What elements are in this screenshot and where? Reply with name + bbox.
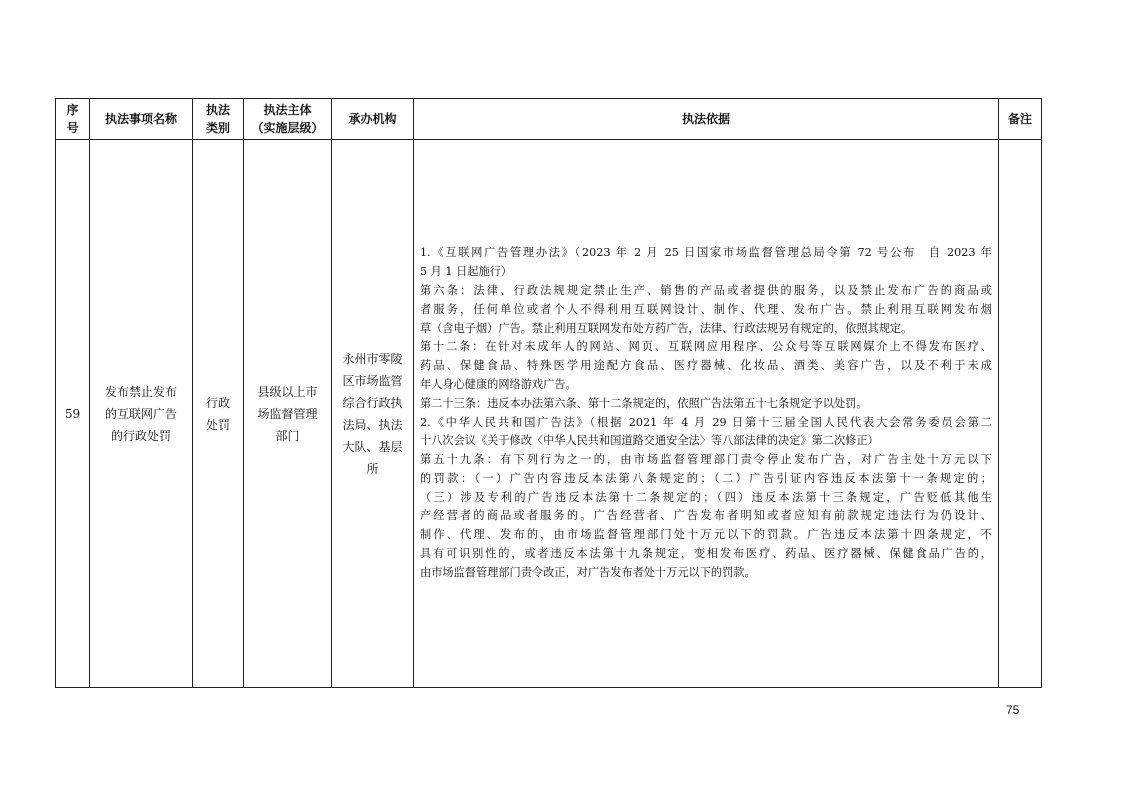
enforcement-table bbox=[55, 98, 1042, 688]
row-subject-line: 场监督管理 bbox=[257, 406, 318, 421]
cell-remark bbox=[999, 140, 1042, 688]
header-name bbox=[90, 99, 193, 140]
header-seq-line-2: 号 bbox=[66, 121, 79, 135]
row-name-line: 发布禁止发布 bbox=[104, 384, 177, 399]
row-agency-line: 综合行政执 bbox=[342, 395, 403, 410]
basis-line: 具有可识别性的，或者违反本法第十九条规定，变相发布医疗、药品、医疗器械、保健食品广告的， bbox=[420, 547, 992, 561]
cell-seq bbox=[56, 140, 90, 688]
row-subject-line: 县级以上市 bbox=[257, 384, 318, 399]
cell-subject bbox=[244, 140, 332, 688]
row-seq-value: 59 bbox=[64, 406, 81, 421]
page-number: 75 bbox=[1006, 703, 1020, 717]
header-agency-label: 承办机构 bbox=[348, 112, 397, 126]
basis-line: （三）涉及专利的广告违反本法第十二条规定的；（四）违反本法第十三条规定，广告贬低其他生 bbox=[420, 490, 992, 504]
basis-line: 5 月 1 日起施行） bbox=[420, 265, 513, 279]
basis-line: 由市场监督管理部门责令改正，对广告发布者处十万元以下的罚款。 bbox=[420, 565, 756, 579]
row-category-line: 行政 bbox=[205, 395, 230, 410]
row-subject-line: 部门 bbox=[275, 428, 300, 443]
header-category bbox=[193, 99, 244, 140]
basis-line: 第二十三条：违反本办法第六条、第十二条规定的，依照广告法第五十七条规定予以处罚。 bbox=[420, 396, 868, 410]
header-seq bbox=[56, 99, 90, 140]
basis-line: 1.《互联网广告管理办法》（2023 年 2 月 25 日国家市场监督管理总局令第 72 号公布 自 2023 年 bbox=[420, 246, 992, 260]
basis-line: 2.《中华人民共和国广告法》（根据 2021 年 4 月 29 日第十三届全国人民代表大会常务委员会第二 bbox=[420, 415, 992, 429]
cell-basis bbox=[414, 140, 999, 688]
header-seq-line-1: 序 bbox=[66, 103, 79, 117]
row-agency-line: 永州市零陵 bbox=[342, 351, 403, 366]
row-category-line: 处罚 bbox=[205, 417, 230, 432]
basis-text bbox=[420, 244, 992, 582]
row-agency-line: 所 bbox=[366, 461, 379, 476]
row-name-line: 的互联网广告 bbox=[104, 406, 177, 421]
row-agency-line: 大队、基层 bbox=[342, 439, 403, 454]
cell-name bbox=[90, 140, 193, 688]
header-basis-label: 执法依据 bbox=[681, 112, 730, 126]
cell-category bbox=[193, 140, 244, 688]
basis-line: 的罚款：（一）广告内容违反本法第八条规定的；（二）广告引证内容违反本法第十一条规定的； bbox=[420, 471, 992, 485]
basis-line: 第五十九条：有下列行为之一的，由市场监督管理部门责令停止发布广告，对广告主处十万元以下 bbox=[420, 453, 992, 467]
row-name-line: 的行政处罚 bbox=[110, 428, 171, 443]
header-agency bbox=[332, 99, 414, 140]
basis-line: 年人身心健康的网络游戏广告。 bbox=[420, 377, 577, 391]
header-category-line-1: 执法 bbox=[205, 103, 230, 117]
header-remark-label: 备注 bbox=[1007, 112, 1032, 126]
header-basis bbox=[414, 99, 999, 140]
basis-line: 药品、保健食品、特殊医学用途配方食品、医疗器械、化妆品、酒类、美容广告，以及不利于未成 bbox=[420, 359, 992, 373]
basis-line: 第六条：法律、行政法规规定禁止生产、销售的产品或者提供的服务，以及禁止发布广告的商品或 bbox=[420, 283, 992, 297]
header-row bbox=[56, 99, 1042, 140]
basis-line: 制作、代理、发布的，由市场监督管理部门处十万元以下的罚款。广告违反本法第十四条规定，不 bbox=[420, 528, 992, 542]
basis-line: 第十二条：在针对未成年人的网站、网页、互联网应用程序、公众号等互联网媒介上不得发布医疗、 bbox=[420, 340, 992, 354]
row-agency-line: 法局、执法 bbox=[342, 417, 403, 432]
basis-line: 者服务，任何单位或者个人不得利用互联网设计、制作、代理、发布广告。禁止利用互联网发布烟 bbox=[420, 302, 992, 316]
header-subject-line-1: 执法主体 bbox=[263, 103, 312, 117]
basis-line: 十八次会议《关于修改〈中华人民共和国道路交通安全法〉等八部法律的决定》第二次修正） bbox=[420, 434, 879, 448]
cell-agency bbox=[332, 140, 414, 688]
basis-line: 产经营者的商品或者服务的。广告经营者、广告发布者明知或者应知有前款规定违法行为仍设计、 bbox=[420, 509, 992, 523]
header-name-label: 执法事项名称 bbox=[104, 112, 177, 126]
header-remark bbox=[999, 99, 1042, 140]
table-row bbox=[56, 140, 1042, 688]
row-agency-line: 区市场监管 bbox=[342, 373, 403, 388]
header-subject-line-2: （实施层级） bbox=[251, 121, 324, 135]
header-subject bbox=[244, 99, 332, 140]
basis-line: 草（含电子烟）广告。禁止利用互联网发布处方药广告，法律、行政法规另有规定的，依照其规定。 bbox=[420, 321, 913, 335]
header-category-line-2: 类别 bbox=[205, 121, 230, 135]
